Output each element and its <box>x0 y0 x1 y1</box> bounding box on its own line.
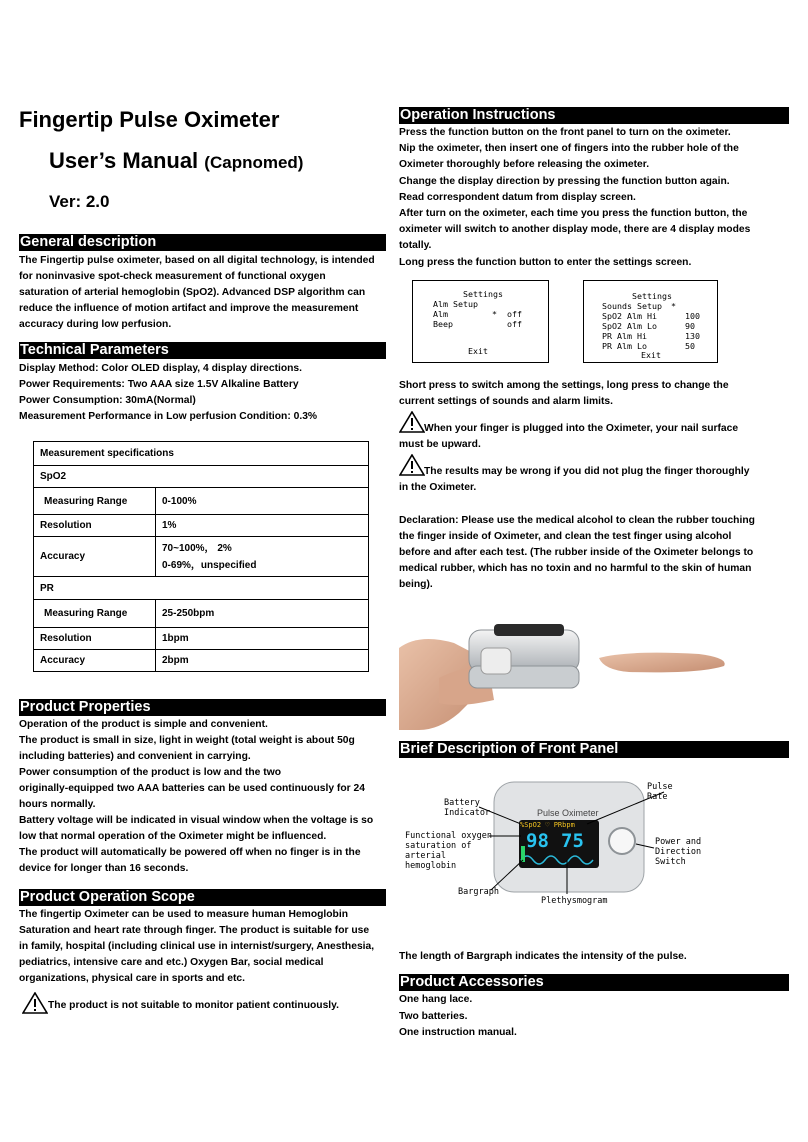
screen2-title: Settings <box>632 291 672 301</box>
technical-line: Power Requirements: Two AAA size 1.5V Alkaline Battery <box>19 379 299 390</box>
warning-icon <box>399 454 425 476</box>
label-func-1: Functional oxygen <box>405 831 492 841</box>
warning-wrong-line: The results may be wrong if you did not plug the finger thoroughly <box>424 466 750 477</box>
properties-line: Power consumption of the product is low and the two <box>19 767 281 778</box>
scope-line: Saturation and heart rate through finger. The product is suitable for use <box>19 925 370 936</box>
product-properties-header: Product Properties <box>19 699 386 716</box>
declaration-line: before and after each test. (The rubber inside of the Oximeter belongs to <box>399 547 754 558</box>
screen2-row-spo2-hi: SpO2 Alm Hi <box>602 311 657 321</box>
screen2-pr-lo-value: 50 <box>685 341 695 351</box>
properties-line: The product is small in size, light in weight (total weight is about 50g <box>19 735 355 746</box>
scope-line: organizations, physical care in sports and etc. <box>19 973 246 984</box>
spec-spo2-acc-1: 70~100%， 2% <box>162 542 232 554</box>
declaration-line: being). <box>399 579 433 590</box>
screen1-alm-value: off <box>507 309 522 319</box>
spec-spo2-heading: SpO2 <box>34 466 369 488</box>
operation-line: Nip the oximeter, then insert one of fingers into the rubber hole of the <box>399 143 739 154</box>
warning-icon <box>399 411 425 433</box>
label-battery-indicator <box>444 798 490 818</box>
front-panel-header: Brief Description of Front Panel <box>399 741 789 758</box>
technical-line: Measurement Performance in Low perfusion Condition: 0.3% <box>19 411 318 422</box>
warning-icon <box>22 992 48 1014</box>
spec-pr-res: 1bpm <box>156 628 369 650</box>
screen1-row-beep: Beep <box>433 319 453 329</box>
label-plethysmogram: Plethysmogram <box>541 896 608 906</box>
label-power-2: Direction <box>655 847 702 857</box>
declaration-line: the finger inside of Oximeter, and clean the test finger using alcohol <box>399 531 732 542</box>
spec-pr-range: 25-250bpm <box>156 600 369 628</box>
operation-line: totally. <box>399 240 432 251</box>
spec-pr-range-label: Measuring Range <box>34 600 156 628</box>
general-line: The Fingertip pulse oximeter, based on all digital technology, is intended <box>19 255 375 266</box>
label-func-3: arterial <box>405 851 446 861</box>
label-func-4: hemoglobin <box>405 861 457 871</box>
screen1-selector: * <box>492 309 497 319</box>
accessory-item: Two batteries. <box>399 1011 468 1022</box>
general-line: accuracy during low perfusion. <box>19 319 172 330</box>
general-line: for noninvasive spot-check measurement of functional oxygen <box>19 271 326 282</box>
short-press-line: Short press to switch among the settings, long press to change the <box>399 380 729 391</box>
oximeter-usage-photo <box>399 608 789 730</box>
measurement-spec-table <box>33 441 369 672</box>
label-func-2: saturation of <box>405 841 472 851</box>
warning-nail-line: must be upward. <box>399 439 481 450</box>
spec-spo2-acc <box>156 537 369 577</box>
short-press-line: current settings of sounds and alarm limits. <box>399 396 613 407</box>
label-power-3: Switch <box>655 857 686 867</box>
properties-line: device for longer than 16 seconds. <box>19 863 189 874</box>
bargraph-note: The length of Bargraph indicates the intensity of the pulse. <box>399 951 687 962</box>
properties-line: hours normally. <box>19 799 96 810</box>
warning-nail-line: When your finger is plugged into the Oximeter, your nail surface <box>424 423 739 434</box>
spec-pr-res-label: Resolution <box>34 628 156 650</box>
manual-title <box>49 148 303 174</box>
manual-title-main: User’s Manual <box>49 148 199 173</box>
settings-screen-alarm <box>412 280 549 363</box>
screen2-selector: * <box>671 301 676 311</box>
screen1-beep-value: off <box>507 319 522 329</box>
screen2-row-pr-hi: PR Alm Hi <box>602 331 647 341</box>
scope-line: pediatrics, intensive care and etc.) Oxygen Bar, social medical <box>19 957 324 968</box>
spec-pr-acc-label: Accuracy <box>34 650 156 672</box>
general-line: reduce the influence of motion artifact and improve the measurement <box>19 303 359 314</box>
spo2-reading: 98 <box>526 830 549 852</box>
operation-line: Change the display direction by pressing the function button again. <box>399 176 730 187</box>
spec-pr-acc: 2bpm <box>156 650 369 672</box>
pr-reading: 75 <box>561 830 584 852</box>
properties-line: Battery voltage will be indicated in visual window when the voltage is so <box>19 815 374 826</box>
label-battery-1: Battery <box>444 798 480 808</box>
version: Ver: 2.0 <box>49 192 110 211</box>
label-power-1: Power and <box>655 837 702 847</box>
general-line: saturation of arterial hemoglobin (SpO2). Advanced DSP algorithm can <box>19 287 366 298</box>
spec-spo2-acc-label: Accuracy <box>34 537 156 577</box>
technical-line: Power Consumption: 30mA(Normal) <box>19 395 196 406</box>
properties-line: The product will automatically be powered off when no finger is in the <box>19 847 361 858</box>
scope-line: in family, hospital (including clinical use in internist/surgery, Anesthesia, <box>19 941 375 952</box>
warning-wrong-line: in the Oximeter. <box>399 482 477 493</box>
screen2-row-sounds: Sounds Setup <box>602 301 662 311</box>
screen2-row-pr-lo: PR Alm Lo <box>602 341 647 351</box>
screen1-row-alm-setup: Alm Setup <box>433 299 478 309</box>
declaration-line: medical rubber, which has no toxin and no harmful to the skin of human <box>399 563 752 574</box>
spec-title: Measurement specifications <box>34 442 369 466</box>
scope-line: The fingertip Oximeter can be used to measure human Hemoglobin <box>19 909 348 920</box>
accessory-item: One hang lace. <box>399 994 473 1005</box>
spec-pr-heading: PR <box>34 577 369 600</box>
screen1-exit: Exit <box>468 346 488 356</box>
device-label: Pulse Oximeter <box>537 808 599 818</box>
technical-line: Display Method: Color OLED display, 4 display directions. <box>19 363 303 374</box>
front-panel-diagram <box>399 760 789 910</box>
label-power-switch <box>655 837 701 867</box>
product-accessories-header: Product Accessories <box>399 974 789 991</box>
technical-parameters-header: Technical Parameters <box>19 342 386 359</box>
operation-scope-header: Product Operation Scope <box>19 889 386 906</box>
scope-warning: The product is not suitable to monitor patient continuously. <box>48 1000 339 1011</box>
accessory-item: One instruction manual. <box>399 1027 517 1038</box>
declaration-line: Declaration: Please use the medical alcohol to clean the rubber touching <box>399 515 755 526</box>
label-bargraph: Bargraph <box>458 887 499 897</box>
operation-line: Press the function button on the front panel to turn on the oximeter. <box>399 127 731 138</box>
label-functional-oxygen <box>405 831 492 871</box>
settings-screen-sounds <box>583 280 718 363</box>
spec-spo2-res: 1% <box>156 515 369 537</box>
manual-title-brand: (Capnomed) <box>204 153 304 172</box>
screen2-exit: Exit <box>641 350 661 360</box>
operation-line: Long press the function button to enter the settings screen. <box>399 257 692 268</box>
operation-line: Read correspondent datum from display screen. <box>399 192 636 203</box>
spec-spo2-range: 0-100% <box>156 488 369 515</box>
label-pulse-2: Rate <box>647 792 668 802</box>
operation-line: Oximeter thoroughly before releasing the oximeter. <box>399 159 650 170</box>
screen-header: %SpO2 ♡ PRbpm <box>520 821 575 829</box>
screen2-spo2-hi-value: 100 <box>685 311 700 321</box>
spec-spo2-acc-2: 0-69%，unspecified <box>162 559 257 571</box>
operation-line: oximeter will switch to another display mode, there are 4 display modes <box>399 224 751 235</box>
operation-line: After turn on the oximeter, each time you press the function button, the <box>399 208 748 219</box>
general-description-header: General description <box>19 234 386 251</box>
properties-line: Operation of the product is simple and convenient. <box>19 719 268 730</box>
properties-line: including batteries) and convenient in carrying. <box>19 751 251 762</box>
properties-line: originally-equipped two AAA batteries can be used continuously for 24 <box>19 783 365 794</box>
properties-line: low that normal operation of the Oximeter might be influenced. <box>19 831 327 842</box>
screen1-title: Settings <box>463 289 503 299</box>
page-title: Fingertip Pulse Oximeter <box>19 107 280 132</box>
label-pulse-rate <box>647 782 673 802</box>
screen2-row-spo2-lo: SpO2 Alm Lo <box>602 321 657 331</box>
label-pulse-1: Pulse <box>647 782 673 792</box>
operation-instructions-header: Operation Instructions <box>399 107 789 124</box>
spec-spo2-res-label: Resolution <box>34 515 156 537</box>
screen1-row-alm: Alm <box>433 309 448 319</box>
spec-spo2-range-label: Measuring Range <box>34 488 156 515</box>
screen2-spo2-lo-value: 90 <box>685 321 695 331</box>
screen2-pr-hi-value: 130 <box>685 331 700 341</box>
label-battery-2: Indicator <box>444 808 491 818</box>
